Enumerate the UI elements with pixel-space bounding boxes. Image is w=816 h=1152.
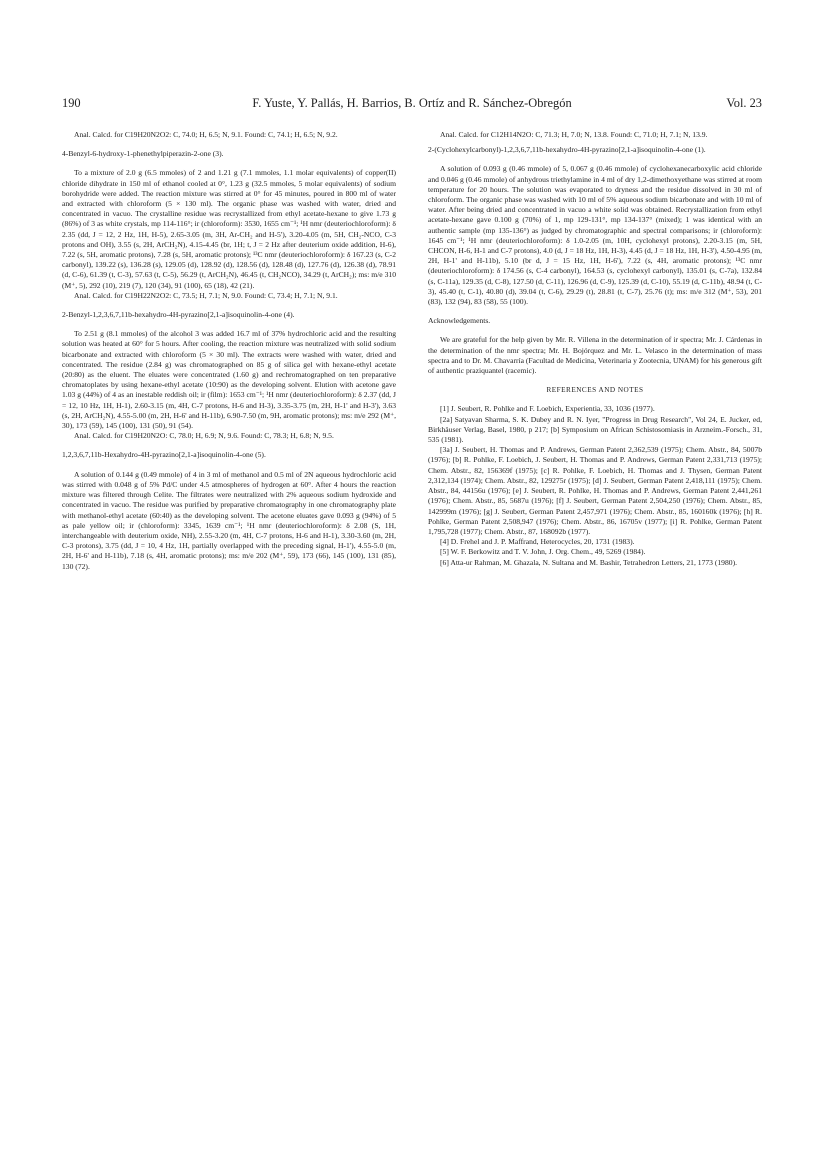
compound-5-procedure: A solution of 0.144 g (0.49 mmole) of 4 in 3 ml of methanol and 0.5 ml of 2N aqueous hydrochloric acid was stirred with 0.048 g of 5% Pd/C under 4.5 atmospheres of hydrogen at 60°. After 4 hours the reaction mixture was filtered through Celite. The filtrates were neutralized with 2% aqueous sodium hydroxide and concentrated in vacuo. The residue was purified by preparative chromatography in one chromatography plate with methanol-ethyl acetate (60:40) as the developing solvent. The acetone eluates gave 0.093 g (94%) of 5 as pale yellow oil; ir (chloroform): 3345, 1639 cm⁻¹; ¹H nmr (deuteriochloroform): δ 2.08 (S, 1H, interchangeable with deuterium oxide, NH), 2.55-3.20 (m, 4H, C-7 protons, H-6 and H-1), 3.30-3.60 (m, 2H, C-3 protons), 3.75 (dd, J = 10, 4 Hz, 1H, partially overlapped with the preceding signal, H-1'), 4.55-5.0 (m, 2H, H-6' and H-11b), 7.18 (s, 4H, aromatic protons); ms: m/e 202 (M⁺, 59), 173 (66), 145 (100), 131 (85), 130 (72). (62, 469, 396, 571)
volume-label: Vol. 23 (726, 96, 762, 110)
left-column (62, 130, 396, 572)
reference-3: [3a] J. Seubert, H. Thomas and P. Andrews, German Patent 2,362,539 (1975); Chem. Abstr., 84, 5007b (1976); [b] R. Pohlke, F. Loebich, J. Seubert, H. Thomas and P. Andrews, German Patent 2,331,713 (1975); Chem. Abstr., 82, 156369f (1975); [c] R. Pohlke, F. Loebich, H. Thomas and J. Thysen, German Patent 2,312,134 (1974); Chem. Abstr., 82, 129275r (1975); [d] J. Seubert, German Patent 2,418,111 (1975); Chem. Abstr., 84, 44156u (1976); [e] J. Seubert, R. Pohlke, H. Thomas and P. Andrews, German Patent 2,441,261 (1976); Chem. Abstr., 85, 5687u (1976); [f] J. Seubert, German Patent 2,504,250 (1976); Chem. Abstr., 85, 142999m (1976); [g] J. Seubert, German Patent 2,457,971 (1976); Chem. Abstr., 85, 160160k (1976); [h] R. Pohlke, German Patent 2,508,947 (1976); Chem. Abstr., 86, 16705v (1977); [i] R. Pohlke, German Patent 1,795,728 (1977); Chem. Abstr., 87, 168092b (1977). (428, 445, 762, 536)
compound-4-procedure: To 2.51 g (8.1 mmoles) of the alcohol 3 was added 16.7 ml of 37% hydrochloric acid and the resulting solution was heated at 60° for 5 hours. After cooling, the reaction mixture was neutralized with solid sodium bicarbonate and extracted with chloroform (5 × 30 ml). The extracts were washed with water, dried and concentrated. The residue (2.84 g) was chromatographed on 85 g of silica gel with hexane-ethyl acetate (20:80) as the eluent. The eluates were concentrated (1.60 g) and rechromatographed on ten preparative chromatoplates by using hexane-ethyl acetate (10:90) as the developing solvent. Elution with acetone gave 1.03 g (44%) of 4 as an inestable reddish oil; ir (film): 1653 cm⁻¹; ¹H nmr (deuteriochloroform): δ 2.37 (dd, J = 12, 10 Hz, 1H, H-1), 2.60-3.15 (m, 4H, C-7 protons, H-6 and H-3), 3.35-3.75 (m, 2H, H-1' and H-3'), 3.63 (s, 2H, ArCH₂N), 4.55-5.00 (m, 2H, H-6' and H-11b), 6.90-7.50 (m, 9H, aromatic protons); ms: m/e 292 (M⁺, 30), 173 (59), 145 (100), 131 (50), 91 (54). (62, 329, 396, 431)
reference-2: [2a] Satyavan Sharma, S. K. Dubey and R. N. Iyer, "Progress in Drug Research", Vol 24, E. Jucker, ed, Birkhäuser Verlag, Basel, 1980, p 217; [b] Symposium on African Schistosomiasis in Arzneim.-Forsch., 31, 535 (1981). (428, 414, 762, 445)
compound-3-procedure: To a mixture of 2.0 g (6.5 mmoles) of 2 and 1.21 g (7.1 mmoles, 1.1 molar equivalents) of copper(II) chloride dihydrate in 150 ml of ethanol cooled at 0°, 1.23 g (32.5 mmoles, 5 molar equivalents) of sodium borohydride were added. The reaction mixture was stirred at 0° for 45 minutes, poured in 800 ml of water and extracted with chloroform (5 × 130 ml). The organic phase was washed with water, dried and concentrated in vacuo. The crystalline residue was recrystallized from ethyl acetate-hexane to give 1.73 g (86%) of 3 as white crystals, mp 114-116°; ir (chloroform): 3530, 1655 cm⁻¹; ¹H nmr (deuteriochloroform): δ 2.35 (dd, J = 12, 2 Hz, 1H, H-5), 2.65-3.05 (m, 3H, Ar-CH₂ and H-5'), 3.20-4.05 (m, 5H, CH₂-NCO, C-3 protons and OH), 3.55 (s, 2H, ArCH₂N), 4.15-4.45 (br, 1H; t, J = 2 Hz after deuterium oxide addition, H-6), 7.22 (s, 5H, aromatic protons), 7.28 (s, 5H, aromatic protons); ¹³C nmr (deuteriochloroform): δ 167.23 (s, C-2 carbonyl), 139.22 (s), 136.28 (s), 129.05 (d), 128.92 (d), 128.56 (d), 128.48 (d), 127.76 (d), 126.38 (d), 78.91 (d, C-6), 61.39 (t, C-3), 57.63 (t, C-5), 56.29 (t, ArCH₂N), 46.45 (t, CH₂NCO), 34.29 (t, ArCH₂); ms: m/e 310 (M⁺, 5), 292 (10), 219 (7), 120 (34), 91 (100), 65 (18), 42 (21). (62, 168, 396, 290)
references-list (428, 404, 762, 567)
analysis-compound-2: Anal. Calcd. for C19H20N2O2: C, 74.0; H, 6.5; N, 9.1. Found: C, 74.1; H, 6.5; N, 9.2. (74, 130, 338, 139)
reference-6: [6] Atta-ur Rahman, M. Ghazala, N. Sultana and M. Bashir, Tetrahedron Letters, 21, 1773 (1980). (440, 557, 738, 567)
reference-4: [4] D. Frehel and J. P. Maffrand, Heterocycles, 20, 1731 (1983). (440, 537, 635, 547)
compound-4-heading: 2-Benzyl-1,2,3,6,7,11b-hexahydro-4H-pyrazino[2,1-a]isoquinolin-4-one (4). (62, 310, 295, 320)
reference-1: [1] J. Seubert, R. Pohlke and F. Loebich, Experientia, 33, 1036 (1977). (440, 404, 655, 414)
analysis-compound-5: Anal. Calcd. for C12H14N2O: C, 71.3; H, 7.0; N, 13.8. Found: C, 71.0; H, 7.1; N, 13.9. (440, 130, 708, 139)
acknowledgements-text: We are grateful for the help given by Mr. R. Villena in the determination of ir spectra; Mr. J. Cárdenas in the determination of the nmr spectra; Mr. H. Bojórquez and Mr. L. Velasco in the determination of mass spectra and to Dr. M. Chavarría (Facultad de Medicina, Veterinaria y Zootecnia, UNAM) for his generous gift of authentic praziquantel (racemic). (428, 335, 762, 376)
acknowledgements-heading: Acknowledgements. (428, 316, 491, 326)
compound-3-heading: 4-Benzyl-6-hydroxy-1-phenethylpiperazin-2-one (3). (62, 149, 224, 159)
running-authors: F. Yuste, Y. Pallás, H. Barrios, B. Ortíz and R. Sánchez-Obregón (252, 96, 572, 110)
reference-5: [5] W. F. Berkowitz and T. V. John, J. Org. Chem., 49, 5269 (1984). (440, 547, 646, 557)
page-number: 190 (62, 96, 81, 110)
references-title: REFERENCES AND NOTES (546, 386, 644, 395)
right-column (428, 130, 762, 568)
compound-1-heading: 2-(Cyclohexylcarbonyl)-1,2,3,6,7,11b-hexahydro-4H-pyrazino[2,1-a]isoquinolin-4-one (1). (428, 145, 706, 155)
analysis-compound-3: Anal. Calcd. for C19H22N2O2: C, 73.5; H, 7.1; N, 9.0. Found: C, 73.4; H, 7.1; N, 9.1. (74, 290, 338, 300)
compound-5-heading: 1,2,3,6,7,11b-Hexahydro-4H-pyrazino[2,1-a]isoquinolin-4-one (5). (62, 450, 266, 460)
compound-1-procedure: A solution of 0.093 g (0.46 mmole) of 5, 0.067 g (0.46 mmole) of cyclohexanecarboxylic acid chloride and 0.046 g (0.46 mmole) of anhydrous triethylamine in 4 ml of dry 1,2-dimethoxyethane was stirred at room temperature for 20 hours. The solution was evaporated to dryness and the residue dissolved in 30 ml of chloroform. The organic phase was washed with 10 ml of 5% aqueous sodium bicarbonate and with 10 ml of water. After being dried and concentrated in vacuo a white solid was obtained. Recrystallization from ethyl acetate-hexane gave 0.100 g (70%) of 1, mp 129-131°, mp 134-137° (mixed); 1 was identical with an authentic sample (mp 135-136°) as judged by chromatographic and spectral comparisons; ir (chloroform): 1645 cm⁻¹; ¹H nmr (deuteriochloroform): δ 1.0-2.05 (m, 10H, cyclohexyl protons), 2.20-3.15 (m, 5H, CHCON, H-6, H-1 and C-7 protons), 4.0 (d, J = 18 Hz, 1H, H-3), 4.45 (d, J = 18 Hz, 1H, H-3'), 4.50-4.95 (m, 2H, H-1' and H-11b), 5.10 (br d, J = 15 Hz, 1H, H-6'), 7.22 (s, 4H, aromatic protons); ¹³C nmr (deuteriochloroform): δ 174.56 (s, C-4 carbonyl), 164.53 (s, cyclohexyl carbonyl), 135.01 (s, C-7a), 132.84 (s, C-11a), 129.35 (d, C-8), 127.50 (d, C-11), 126.96 (d, C-9), 125.39 (d, C-10), 55.19 (d, C-11b), 48.94 (t, C-3), 45.40 (t, C-1), 40.80 (d), 39.04 (t, C-6), 29.29 (t), 28.81 (t, C-7), 25.76 (t); ms: m/e 312 (M⁺, 53), 201 (83), 132 (94), 83 (58), 55 (100). (428, 164, 762, 307)
analysis-compound-4: Anal. Calcd. for C19H20N2O: C, 78.0; H, 6.9; N, 9.6. Found: C, 78.3; H, 6.8; N, 9.5. (74, 431, 334, 441)
running-header (62, 96, 762, 116)
